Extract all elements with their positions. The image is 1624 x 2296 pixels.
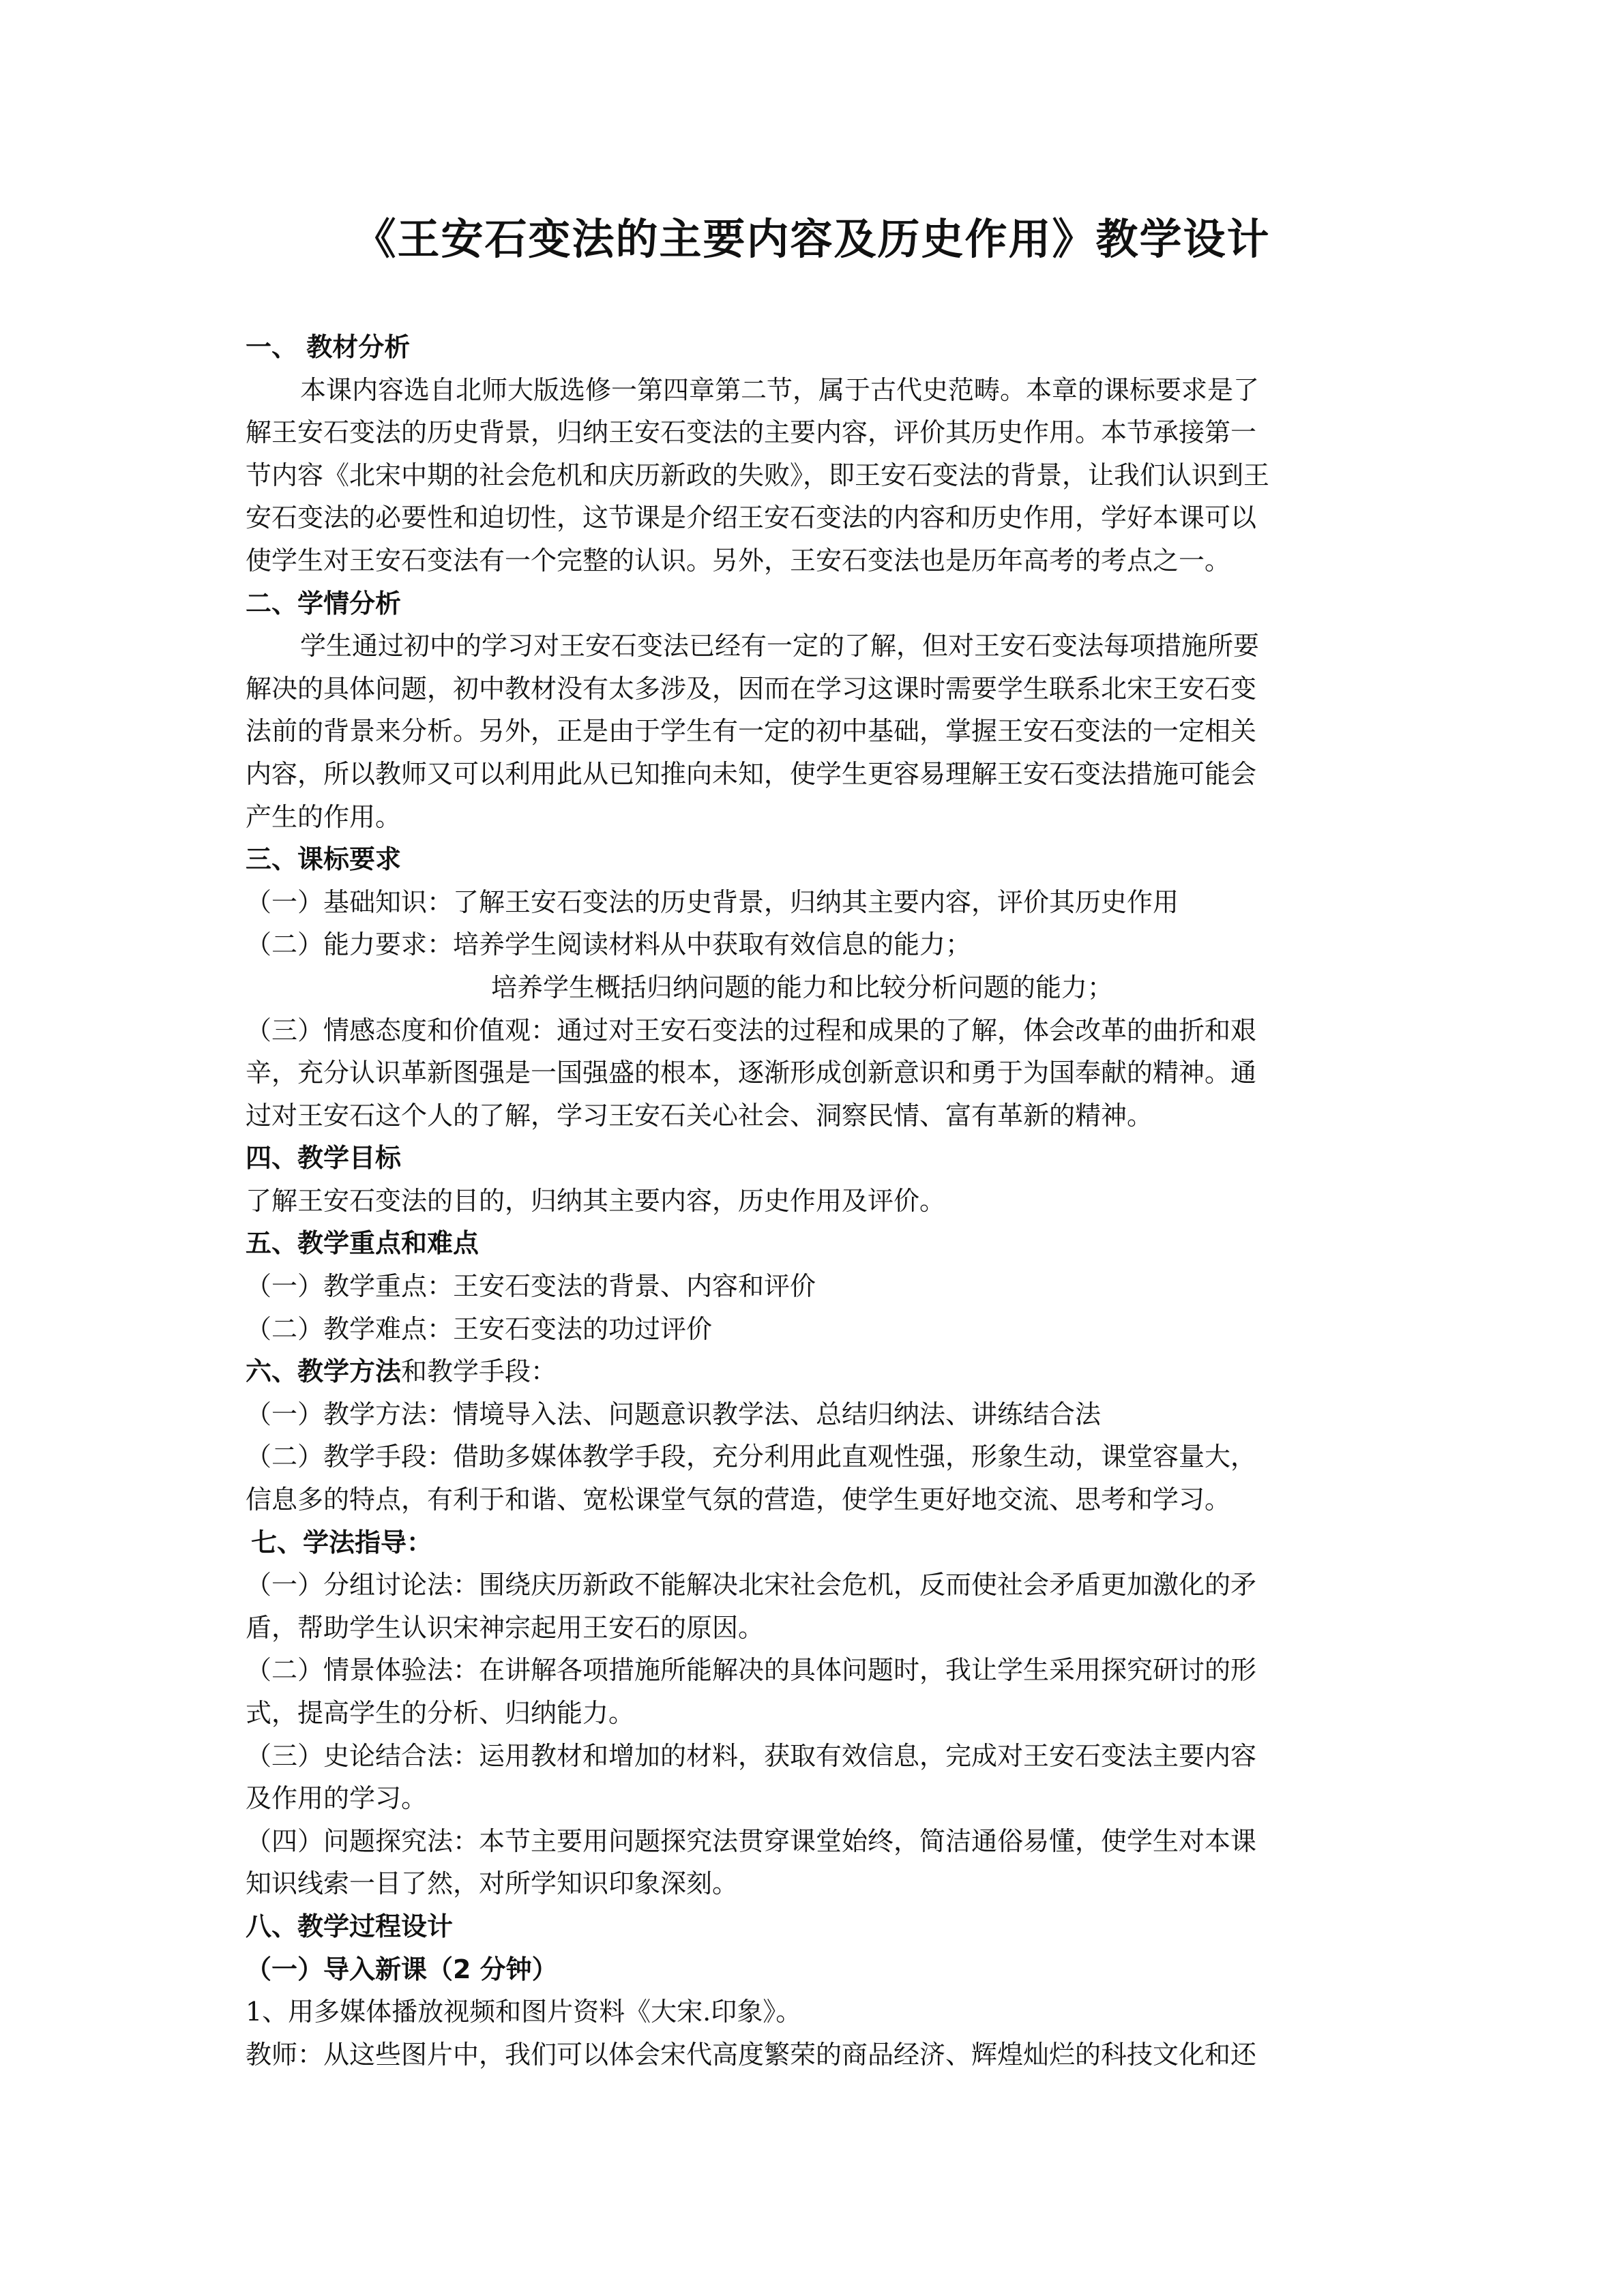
paragraph-line: （三）情感态度和价值观：通过对王安石变法的过程和成果的了解，体会改革的曲折和艰	[246, 1015, 1257, 1045]
section-heading-teaching-methods	[246, 1350, 1378, 1393]
paragraph-line: （一）教学方法：情境导入法、问题意识教学法、总结归纳法、讲练结合法	[246, 1399, 1102, 1429]
paragraph-line: 1、用多媒体播放视频和图片资料《大宋.印象》。	[246, 1997, 802, 2027]
paragraph-line: 解决的具体问题，初中教材没有太多涉及，因而在学习这课时需要学生联系北宋王安石变	[246, 673, 1257, 704]
paragraph-line: （一）基础知识：了解王安石变法的历史背景，归纳其主要内容，评价其历史作用	[246, 886, 1179, 917]
paragraph-line: 使学生对王安石变法有一个完整的认识。另外，王安石变法也是历年高考的考点之一。	[246, 545, 1231, 576]
paragraph-line: 培养学生概括归纳问题的能力和比较分析问题的能力；	[491, 972, 1114, 1002]
paragraph-line: 知识线索一目了然，对所学知识印象深刻。	[246, 1868, 739, 1899]
paragraph-line: 本课内容选自北师大版选修一第四章第二节，属于古代史范畴。本章的课标要求是了	[300, 374, 1260, 405]
paragraph-line: 解王安石变法的历史背景，归纳王安石变法的主要内容，评价其历史作用。本节承接第一	[246, 417, 1257, 448]
paragraph-line: 节内容《北宋中期的社会危机和庆历新政的失败》，即王安石变法的背景，让我们认识到王	[246, 460, 1270, 490]
paragraph-line: 内容，所以教师又可以利用此从已知推向未知，使学生更容易理解王安石变法措施可能会	[246, 758, 1257, 789]
paragraph-line: （三）史论结合法：运用教材和增加的材料，获取有效信息，完成对王安石变法主要内容	[246, 1740, 1257, 1771]
paragraph-line: 式，提高学生的分析、归纳能力。	[246, 1698, 635, 1728]
section-heading-key-points: 五、教学重点和难点	[246, 1228, 479, 1259]
section-heading-learner-analysis: 二、学情分析	[246, 588, 402, 618]
paragraph-line: 过对王安石这个人的了解，学习王安石关心社会、洞察民情、富有革新的精神。	[246, 1100, 1153, 1131]
section-heading-plain-part: 和教学手段：	[401, 1356, 557, 1387]
paragraph-line: （二）教学手段：借助多媒体教学手段，充分利用此直观性强，形象生动，课堂容量大，	[246, 1442, 1257, 1472]
paragraph-line: （二）能力要求：培养学生阅读材料从中获取有效信息的能力；	[246, 929, 972, 960]
paragraph-line: 辛，充分认识革新图强是一国强盛的根本，逐渐形成创新意识和勇于为国奉献的精神。通	[246, 1058, 1257, 1088]
paragraph-line: （二）教学难点：王安石变法的功过评价	[246, 1313, 713, 1344]
document-title: 《王安石变法的主要内容及历史作用》教学设计	[353, 214, 1271, 264]
section-heading-bold-part: 六、教学方法	[246, 1356, 402, 1387]
paragraph-line: 信息多的特点，有利于和谐、宽松课堂气氛的营造，使学生更好地交流、思考和学习。	[246, 1485, 1231, 1515]
paragraph-line: 学生通过初中的学习对王安石变法已经有一定的了解，但对王安石变法每项措施所要	[300, 631, 1260, 661]
subsection-heading-introduction: （一）导入新课（2 分钟）	[246, 1954, 558, 1984]
paragraph-line: （一）教学重点：王安石变法的背景、内容和评价	[246, 1271, 816, 1302]
section-heading-study-guidance: 七、学法指导：	[251, 1527, 433, 1557]
paragraph-line: 了解王安石变法的目的，归纳其主要内容，历史作用及评价。	[246, 1185, 946, 1216]
paragraph-line: （一）分组讨论法：围绕庆历新政不能解决北宋社会危机，反而使社会矛盾更加激化的矛	[246, 1570, 1257, 1600]
paragraph-line: 安石变法的必要性和迫切性，这节课是介绍王安石变法的内容和历史作用，学好本课可以	[246, 503, 1257, 533]
paragraph-line: 产生的作用。	[246, 801, 402, 832]
paragraph-line: 教师：从这些图片中，我们可以体会宋代高度繁荣的商品经济、辉煌灿烂的科技文化和还	[246, 2039, 1257, 2070]
paragraph-line: 及作用的学习。	[246, 1783, 428, 1814]
section-heading-textbook-analysis: 一、 教材分析	[246, 332, 411, 362]
section-heading-teaching-objectives: 四、教学目标	[246, 1143, 402, 1174]
paragraph-line: 法前的背景来分析。另外，正是由于学生有一定的初中基础，掌握王安石变法的一定相关	[246, 716, 1257, 747]
section-heading-curriculum-requirements: 三、课标要求	[246, 844, 402, 875]
paragraph-line: 盾，帮助学生认识宋神宗起用王安石的原因。	[246, 1612, 765, 1643]
paragraph-line: （二）情景体验法：在讲解各项措施所能解决的具体问题时，我让学生采用探究研讨的形	[246, 1655, 1257, 1686]
section-heading-teaching-process: 八、教学过程设计	[246, 1911, 454, 1941]
paragraph-line: （四）问题探究法：本节主要用问题探究法贯穿课堂始终，简洁通俗易懂，使学生对本课	[246, 1825, 1257, 1856]
document-body	[246, 326, 1378, 2076]
